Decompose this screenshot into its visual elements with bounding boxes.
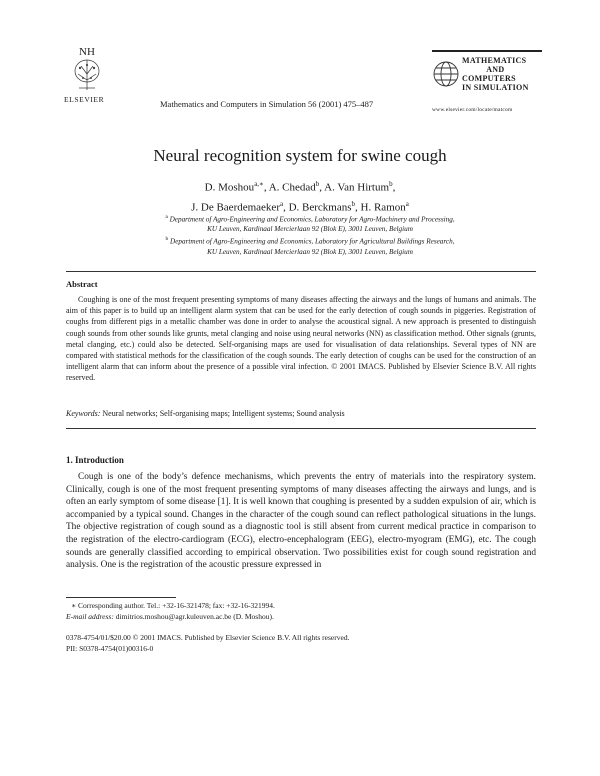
footnote-rule bbox=[66, 597, 176, 598]
publisher-name: ELSEVIER bbox=[64, 95, 105, 104]
author-affil-mark: b bbox=[315, 180, 320, 188]
introduction-body: Cough is one of the body’s defence mechanisms, which prevents the entry of materials into the respiratory system. Clinically, cough is one of the most frequent presenting symptoms of many diseases affecting the airways and lungs, and is often an early symptom of some disease [1]. It is well known that coughing is presented by a sudden expulsion of air, which is accompanied by a typical sound. Changes in the character of the cough sound can reflect pathological situations in the lungs. The objective registration of cough sound as a diagnostic tool is still absent from current medical practice in comparison to the registration of the electro-cardiogram (ECG), electro-encephalogram (EEG), electro-myogram (EMG), etc. The cough sounds are generally classified according to empirical observation. Two possibilities exist for cough sound registration and analysis. One is the registration of the acoustic pressure expressed in bbox=[66, 472, 536, 571]
author-list bbox=[0, 176, 600, 215]
author-affil-mark: b bbox=[389, 180, 393, 188]
keywords bbox=[66, 409, 536, 418]
affiliation-line: Department of Agro-Engineering and Economics, Laboratory for Agricultural Buildings Research, bbox=[170, 237, 455, 246]
affiliation-a bbox=[110, 212, 510, 234]
author-name: D. Moshou bbox=[204, 181, 255, 194]
journal-logo-rule bbox=[432, 50, 542, 52]
author-name: A. Chedad bbox=[268, 181, 316, 194]
author-separator: , bbox=[319, 181, 325, 194]
keywords-label: Keywords: bbox=[66, 409, 101, 418]
corresponding-author-note: ∗ Corresponding author. Tel.: +32-16-321478; fax: +32-16-321994. bbox=[71, 601, 275, 610]
affiliation-line: KU Leuven, Kardinaal Mercierlaan 92 (Blok E), 3001 Leuven, Belgium bbox=[207, 247, 413, 256]
copyright-block bbox=[66, 632, 536, 654]
author-separator: , bbox=[283, 201, 289, 214]
author-name: J. De Baerdemaeker bbox=[191, 201, 280, 214]
footnotes bbox=[66, 600, 536, 622]
journal-logo-title bbox=[462, 56, 529, 92]
journal-logo-line4: IN SIMULATION bbox=[462, 83, 529, 92]
page-header bbox=[66, 44, 536, 119]
email-address[interactable]: dimitrios.moshou@agr.kuleuven.ac.be (D. Moshou). bbox=[115, 612, 274, 621]
author-affil-mark: b bbox=[351, 199, 356, 208]
copyright-line: 0378-4754/01/$20.00 © 2001 IMACS. Published by Elsevier Science B.V. All rights reserved. bbox=[66, 633, 350, 642]
abstract-top-rule bbox=[66, 271, 536, 272]
journal-logo-line3: COMPUTERS bbox=[462, 74, 516, 83]
abstract-heading: Abstract bbox=[66, 279, 98, 289]
affiliation-line: Department of Agro-Engineering and Economics, Laboratory for Agro-Machinery and Processing, bbox=[169, 215, 455, 224]
affiliation-b bbox=[110, 234, 510, 256]
journal-logo bbox=[432, 44, 542, 114]
journal-reference: Mathematics and Computers in Simulation 56 (2001) 475–487 bbox=[160, 99, 374, 109]
article-title: Neural recognition system for swine cough bbox=[153, 146, 447, 165]
author-separator: , bbox=[355, 201, 361, 214]
elsevier-tree-icon bbox=[67, 44, 107, 92]
affiliations bbox=[110, 212, 510, 257]
keywords-list: Neural networks; Self-organising maps; Intelligent systems; Sound analysis bbox=[102, 409, 345, 418]
abstract-body: Coughing is one of the most frequent presenting symptoms of many diseases affecting the airways and the lungs of humans and animals. The aim of this paper is to build up an intelligent alarm system that can be used for the early detection of cough sounds in piggeries. Registration of coughs from different pigs in a metallic chamber was done in order to analyse the acoustical signal. A new approach is presented to distinguish cough sounds from other sounds like grunts, metal clanging and noise using neural networks (NN) as classification method. Other signals (grunts, metal clanging, etc.) could also be detected. Self-organising maps are used for visualisation of data relationships. Several types of NN are compared with statistical methods for the classification of the cough sounds. The early detection of coughs can be used for the construction of an intelligent alarm that can inform about the presence of a possible viral infection. © 2001 IMACS. Published by Elsevier Science B.V. All rights reserved. bbox=[66, 295, 536, 383]
affiliation-line: KU Leuven, Kardinaal Mercierlaan 92 (Blok E), 3001 Leuven, Belgium bbox=[207, 225, 413, 234]
author-affil-mark: a bbox=[279, 199, 284, 208]
section-heading-introduction: 1. Introduction bbox=[66, 455, 124, 465]
pii-line: PII: S0378-4754(01)00316-0 bbox=[66, 644, 154, 653]
author-name: A. Van Hirtum bbox=[324, 181, 390, 194]
elsevier-logo bbox=[66, 44, 108, 104]
author-separator: , bbox=[392, 181, 396, 194]
author-line-1 bbox=[0, 176, 600, 196]
author-affil-mark: a bbox=[405, 199, 409, 208]
affiliation-label: b bbox=[165, 236, 169, 243]
email-label: E-mail address: bbox=[66, 612, 114, 621]
affiliation-label: a bbox=[165, 214, 168, 220]
author-affil-mark: a,∗ bbox=[254, 180, 264, 188]
globe-icon bbox=[432, 60, 460, 88]
email-note bbox=[66, 611, 536, 622]
abstract-bottom-rule bbox=[66, 428, 536, 429]
journal-logo-line1: MATHEMATICS bbox=[462, 56, 527, 65]
publisher-monogram: NH bbox=[79, 46, 95, 58]
author-name: D. Berckmans bbox=[288, 201, 352, 214]
author-name: H. Ramon bbox=[360, 201, 406, 214]
journal-logo-line2: AND bbox=[486, 65, 505, 74]
author-separator: , bbox=[263, 181, 269, 194]
journal-url[interactable]: www.elsevier.com/locate/matcom bbox=[432, 107, 513, 113]
